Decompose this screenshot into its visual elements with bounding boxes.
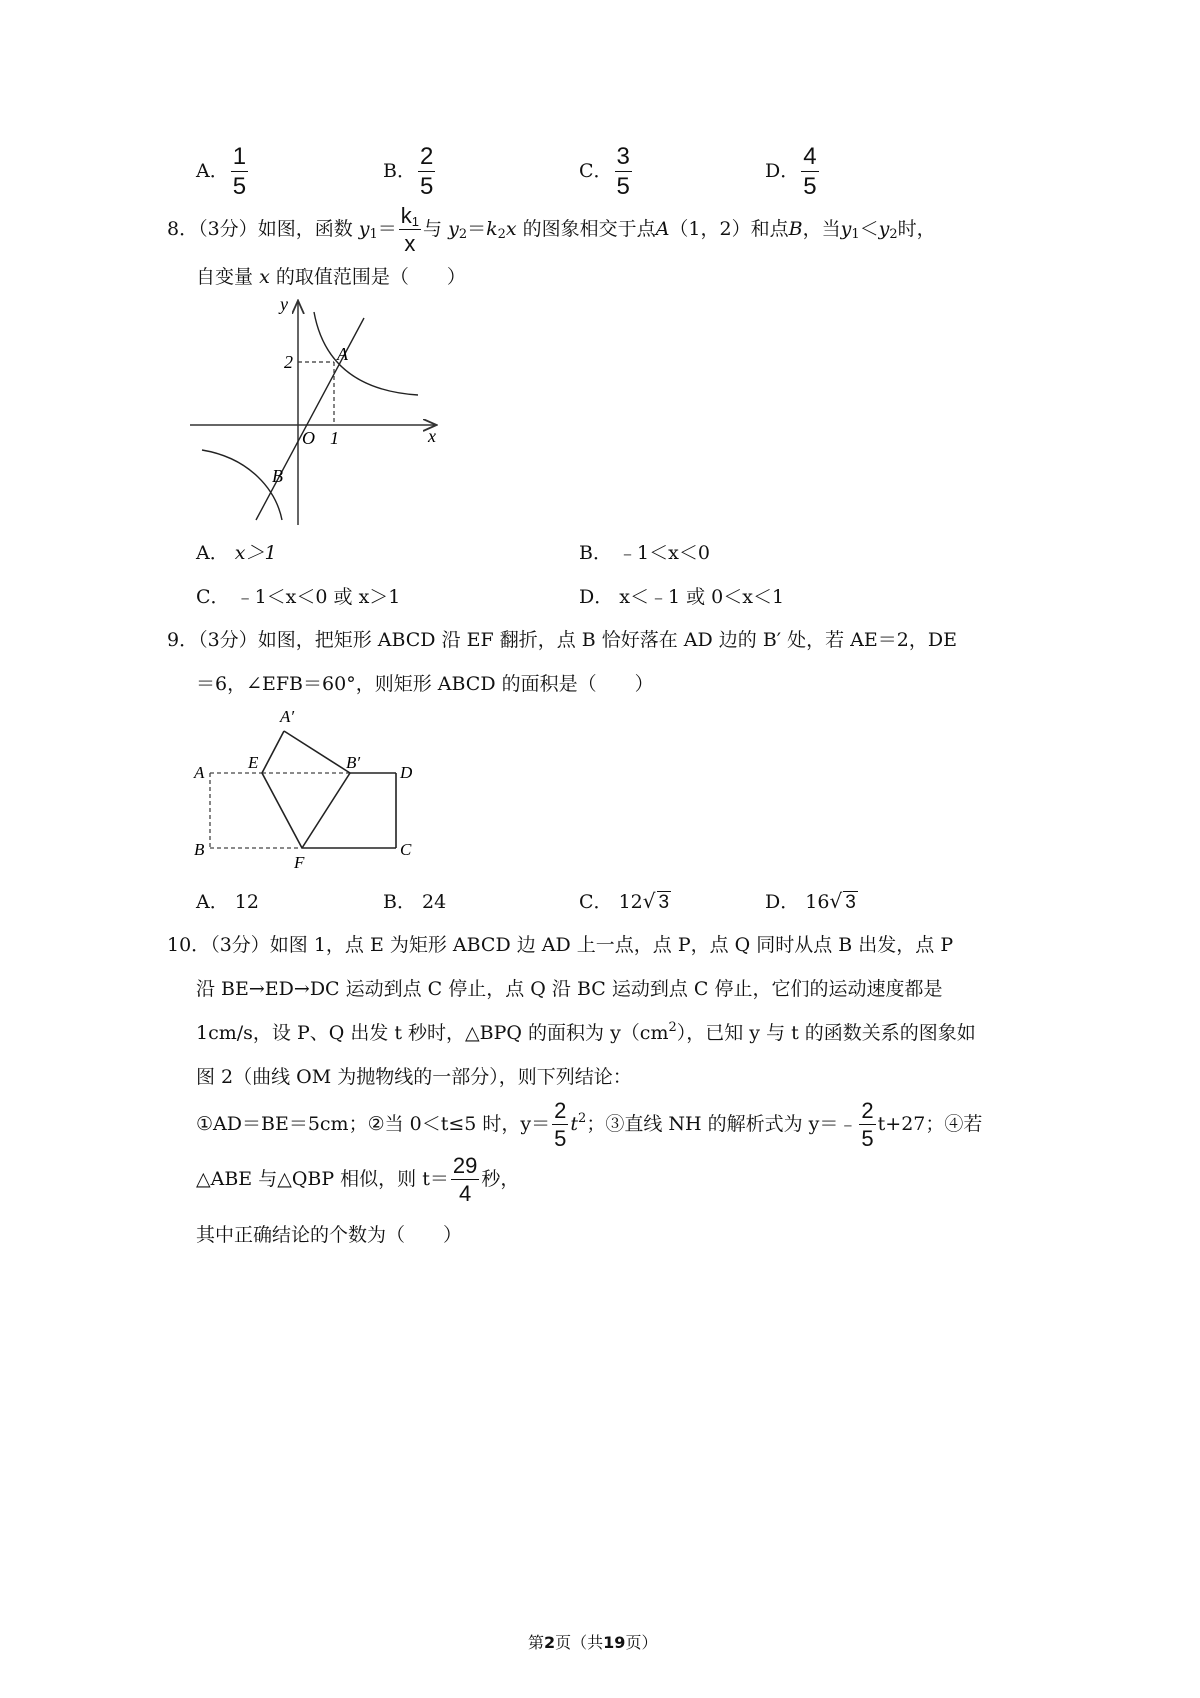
- label-x: x: [428, 426, 436, 446]
- label-point-b: B: [272, 466, 283, 486]
- q8-graph-figure: [190, 290, 460, 530]
- q10-statements-line2: △ABE 与△QBP 相似，则 t＝ $\frac{29}{4}$ 秒，: [196, 1153, 520, 1206]
- q9-stem-line2: ＝6，∠EFB＝60°，则矩形 ABCD 的面积是（ ）: [196, 673, 654, 695]
- q7-option-a: A． $\frac{1}{5}$: [196, 143, 247, 200]
- label-point-a: A: [337, 344, 348, 364]
- tick-label-1: 1: [330, 428, 339, 448]
- fraction: $\frac{1}{5}$: [232, 143, 247, 200]
- q7-option-b: B． $\frac{2}{5}$: [383, 143, 434, 200]
- label-f: F: [294, 853, 305, 872]
- tick-label-2: 2: [284, 352, 293, 372]
- q8-stem-line2: 自变量 x 的取值范围是（ ）: [196, 266, 466, 288]
- label-a-prime: A′: [280, 707, 295, 726]
- q9-option-b: B． 24: [383, 891, 447, 913]
- fraction: $\frac{2}{5}$: [861, 1098, 874, 1151]
- hyperbola-branch-2: [202, 450, 282, 520]
- q10-stem-line3: 1cm/s，设 P、Q 出发 t 秒时，△BPQ 的面积为 $y(cm^2)$，已知 y 与 t 的函数关系的图象如: [196, 1020, 976, 1044]
- q9-stem-line1: 9．（3分）如图，把矩形 ABCD 沿 EF 翻折，点 B 恰好落在 AD 边的 B′ 处，若 AE＝2，DE: [167, 629, 957, 651]
- q8-option-b: B． ﹣1＜x＜0: [579, 542, 710, 564]
- fraction-k1-over-x: $\frac{k_1}{x}$: [400, 203, 420, 256]
- fraction: $\frac{2}{5}$: [419, 143, 434, 200]
- edge-fb1: [302, 773, 350, 848]
- q8-stem-line1: 8．（3分）如图，函数 $y_1=$ $\frac{k_1}{x}$ 与 $y_2=k_2x$ 的图象相交于点A（1，2）和点B，当$y_1<y_2$时，: [167, 203, 936, 256]
- q7-option-d: D． $\frac{4}{5}$: [765, 143, 817, 200]
- label-y: y: [280, 294, 288, 314]
- q7-option-c: C． $\frac{3}{5}$: [579, 143, 630, 200]
- q8-option-a: A． x＞1: [196, 542, 277, 564]
- q9-option-d: D． 16√ 3: [765, 889, 856, 913]
- label-a: A: [194, 763, 205, 782]
- q8-option-c: C． ﹣1＜x＜0 或 x＞1: [196, 586, 401, 608]
- q9-rectangle-fold-figure: [190, 700, 430, 880]
- page-footer: 第2页（共19页）: [528, 1633, 658, 1652]
- label-e: E: [248, 753, 259, 772]
- label-origin: O: [302, 428, 315, 448]
- label-b-prime: B′: [346, 753, 361, 772]
- fraction: $\frac{29}{4}$: [452, 1153, 478, 1206]
- edge-a1b1: [284, 731, 350, 773]
- fraction: $\frac{4}{5}$: [803, 143, 817, 200]
- q8-option-d: D． x＜﹣1 或 0＜x＜1: [579, 586, 785, 608]
- label-b: B: [194, 840, 205, 859]
- fraction: $\frac{3}{5}$: [616, 143, 630, 200]
- label-c: C: [400, 840, 412, 859]
- q10-stem-line2: 沿 BE→ED→DC 运动到点 C 停止，点 Q 沿 BC 运动到点 C 停止，它们的运动速度都是: [196, 978, 943, 1000]
- q9-option-a: A． 12: [196, 891, 259, 913]
- radical-sign: √: [829, 889, 843, 913]
- edge-ef: [262, 773, 302, 848]
- q9-option-c: C． 12√ 3: [579, 889, 670, 913]
- radical-sign: √: [642, 889, 656, 913]
- edge-ea1: [262, 731, 284, 773]
- fraction: $\frac{2}{5}$: [554, 1098, 567, 1151]
- q10-stem-line4: 图 2（曲线 OM 为抛物线的一部分），则下列结论：: [196, 1066, 632, 1088]
- q10-stem-line7: 其中正确结论的个数为（ ）: [196, 1224, 463, 1246]
- q10-stem-line1: 10．（3分）如图 1，点 E 为矩形 ABCD 边 AD 上一点，点 P，点 Q 同时从点 B 出发，点 P: [167, 934, 954, 956]
- label-d: D: [400, 763, 413, 782]
- q10-statements-line1: ①AD＝BE＝5cm；②当 0＜t≤5 时，y＝ $\frac{2}{5}$ $t^2$；③直线 NH 的解析式为 y＝﹣ $\frac{2}{5}$ t+27；④若: [196, 1098, 983, 1151]
